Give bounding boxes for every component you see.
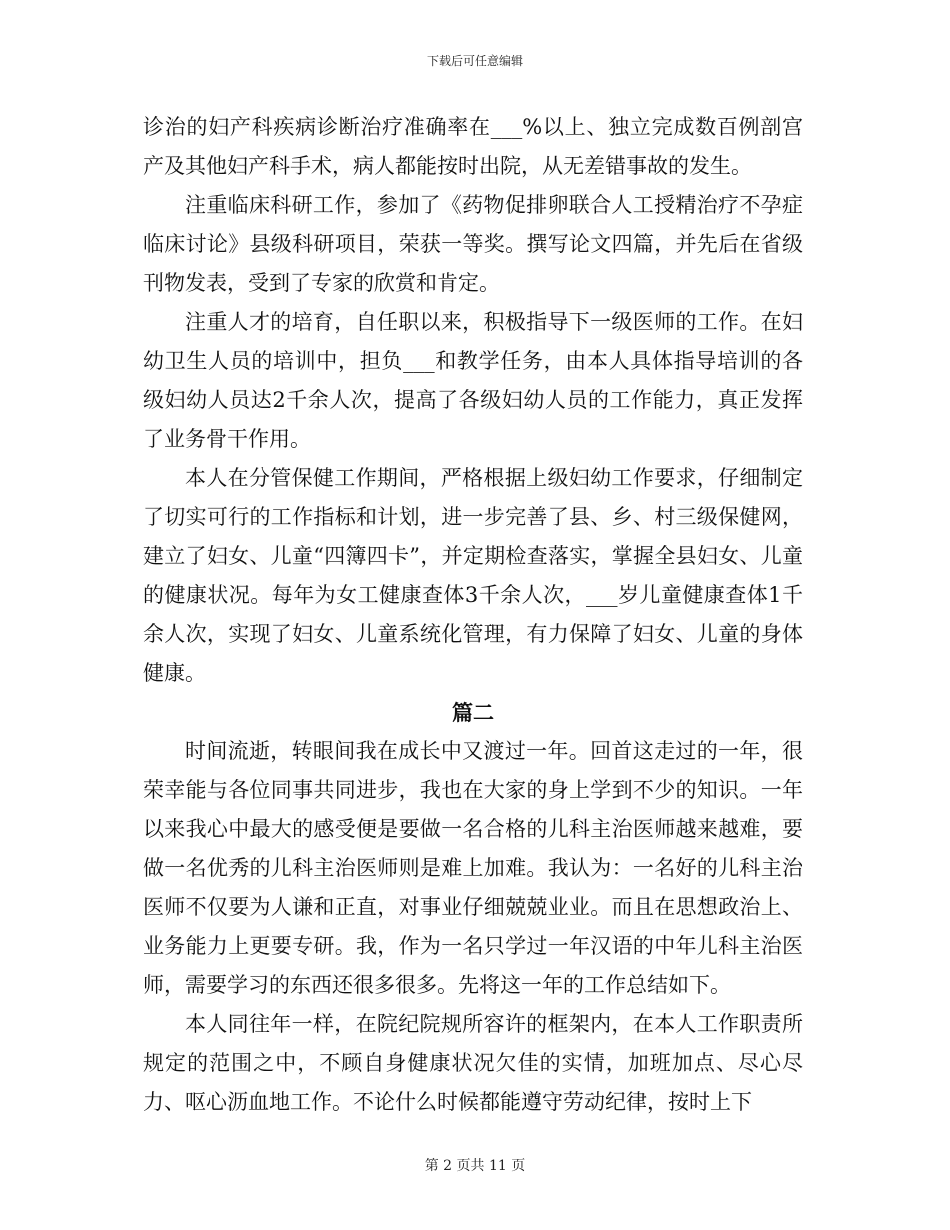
page-header: 下载后可任意编辑 (426, 54, 523, 68)
page-number: 第 2 页共 11 页 (424, 1158, 526, 1174)
paragraph-intro: 时间流逝，转眼间我在成长中又渡过一年。回首这走过的一年，很荣幸能与各位同事共同进步，我也在大家的身上学到不少的知识。一年以来我心中最大的感受便是要做一名合格的儿科主治医师越来越难，要做一名优秀的儿科主治医师则是难上加难。我认为：一名好的儿科主治医师不仅要为人谦和正直，对事业仔细兢兢业业。而且在思想政治上、业务能力上更要专研。我，作为一名只学过一年汉语的中年儿科主治医师，需要学习的东西还很多很多。先将这一年的工作总结如下。 (143, 739, 803, 997)
paragraph-healthcare: 本人在分管保健工作期间，严格根据上级妇幼工作要求，仔细制定了切实可行的工作指标和计划，进一步完善了县、乡、村三级保健网，建立了妇女、儿童“四簿四卡”，并定期检查落实，掌握全县妇女、儿童的健康状况。每年为女工健康查体3千余人次，___岁儿童健康查体1千余人次，实现了妇女、儿童系统化管理，有力保障了妇女、儿童的身体健康。 (143, 466, 803, 685)
paragraph-continued: 诊治的妇产科疾病诊断治疗准确率在___%以上、独立完成数百例剖宫产及其他妇产科手术，病人都能按时出院，从无差错事故的发生。 (143, 115, 803, 178)
paragraph-work: 本人同往年一样，在院纪院规所容许的框架内，在本人工作职责所规定的范围之中，不顾自身健康状况欠佳的实情，加班加点、尽心尽力、呕心沥血地工作。不论什么时候都能遵守劳动纪律，按时上下 (143, 1012, 803, 1114)
document-body (143, 108, 803, 1122)
section-title: 篇二 (452, 700, 494, 725)
paragraph-research: 注重临床科研工作，参加了《药物促排卵联合人工授精治疗不孕症临床讨论》县级科研项目，荣获一等奖。撰写论文四篇，并先后在省级刊物发表，受到了专家的欣赏和肯定。 (143, 193, 803, 295)
paragraph-training: 注重人才的培育，自任职以来，积极指导下一级医师的工作。在妇幼卫生人员的培训中，担负___和教学任务，由本人具体指导培训的各级妇幼人员达2千余人次，提高了各级妇幼人员的工作能力，真正发挥了业务骨干作用。 (143, 310, 803, 451)
